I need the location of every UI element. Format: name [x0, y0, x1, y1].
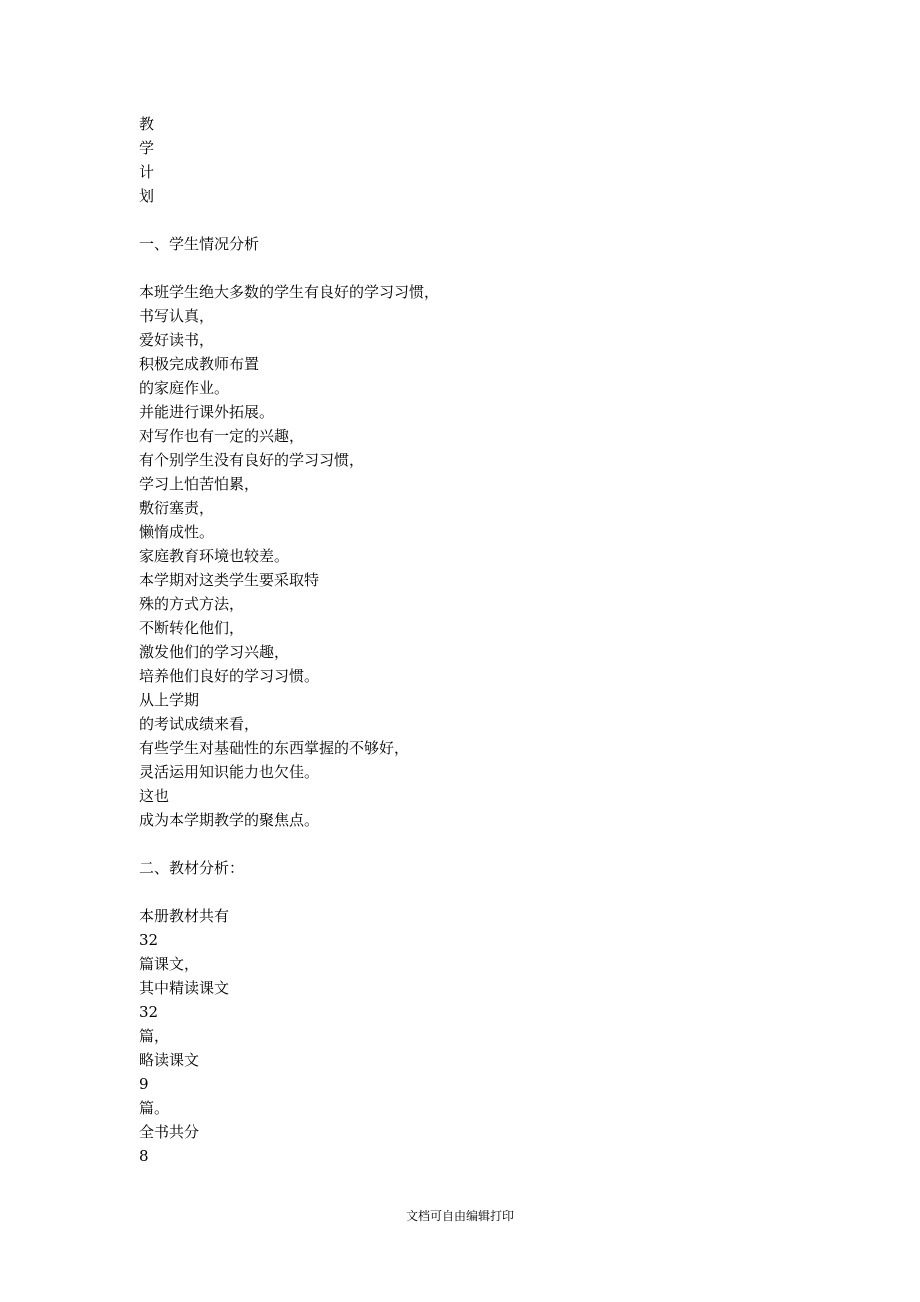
title-char: 教: [139, 115, 155, 133]
paragraph-line: 篇课文，: [139, 955, 200, 973]
paragraph-line: 本学期对这类学生要采取特: [139, 571, 320, 589]
paragraph-line: 这也: [139, 787, 170, 805]
paragraph-line: 对写作也有一定的兴趣，: [139, 427, 305, 445]
paragraph-line: 爱好读书，: [139, 331, 215, 349]
paragraph-line: 积极完成教师布置: [139, 355, 260, 373]
paragraph-line: 其中精读课文: [139, 979, 230, 997]
page-footer: 文档可自由编辑打印: [405, 1209, 514, 1223]
spacer: [139, 208, 839, 232]
paragraph-line: 从上学期: [139, 691, 200, 709]
paragraph-line: 有些学生对基础性的东西掌握的不够好，: [139, 739, 410, 757]
section-textbook-analysis: [139, 856, 839, 1168]
paragraph-line: 激发他们的学习兴趣，: [139, 643, 290, 661]
paragraph-line: 32: [139, 1003, 159, 1021]
paragraph-line: 懒惰成性。: [139, 523, 215, 541]
paragraph-line: 篇，: [139, 1027, 170, 1045]
paragraph-line: 9: [139, 1075, 149, 1093]
paragraph-line: 并能进行课外拓展。: [139, 403, 275, 421]
paragraph-line: 家庭教育环境也较差。: [139, 547, 290, 565]
spacer: [139, 880, 839, 904]
paragraph-line: 篇。: [139, 1099, 170, 1117]
spacer: [139, 256, 839, 280]
document-title: [139, 112, 839, 208]
section-heading: 一、学生情况分析: [139, 235, 260, 253]
paragraph-line: 成为本学期教学的聚焦点。: [139, 811, 320, 829]
paragraph-line: 殊的方式方法，: [139, 595, 245, 613]
paragraph-line: 灵活运用知识能力也欠佳。: [139, 763, 320, 781]
document-body: [139, 112, 839, 1168]
paragraph-line: 的考试成绩来看，: [139, 715, 260, 733]
paragraph-line: 有个别学生没有良好的学习习惯，: [139, 451, 365, 469]
spacer: [139, 832, 839, 856]
paragraph-line: 8: [139, 1147, 149, 1165]
paragraph-line: 学习上怕苦怕累，: [139, 475, 260, 493]
paragraph-line: 培养他们良好的学习习惯。: [139, 667, 320, 685]
paragraph-line: 的家庭作业。: [139, 379, 230, 397]
paragraph-line: 略读课文: [139, 1051, 200, 1069]
title-char: 划: [139, 187, 155, 205]
paragraph-line: 不断转化他们，: [139, 619, 245, 637]
paragraph-line: 书写认真，: [139, 307, 215, 325]
title-char: 计: [139, 163, 155, 181]
paragraph-line: 本班学生绝大多数的学生有良好的学习习惯，: [139, 283, 440, 301]
title-char: 学: [139, 139, 155, 157]
section-student-analysis: [139, 232, 839, 832]
paragraph-line: 本册教材共有: [139, 907, 230, 925]
paragraph-line: 32: [139, 931, 159, 949]
paragraph-line: 敷衍塞责，: [139, 499, 215, 517]
paragraph-line: 全书共分: [139, 1123, 200, 1141]
section-heading: 二、教材分析：: [139, 859, 245, 877]
